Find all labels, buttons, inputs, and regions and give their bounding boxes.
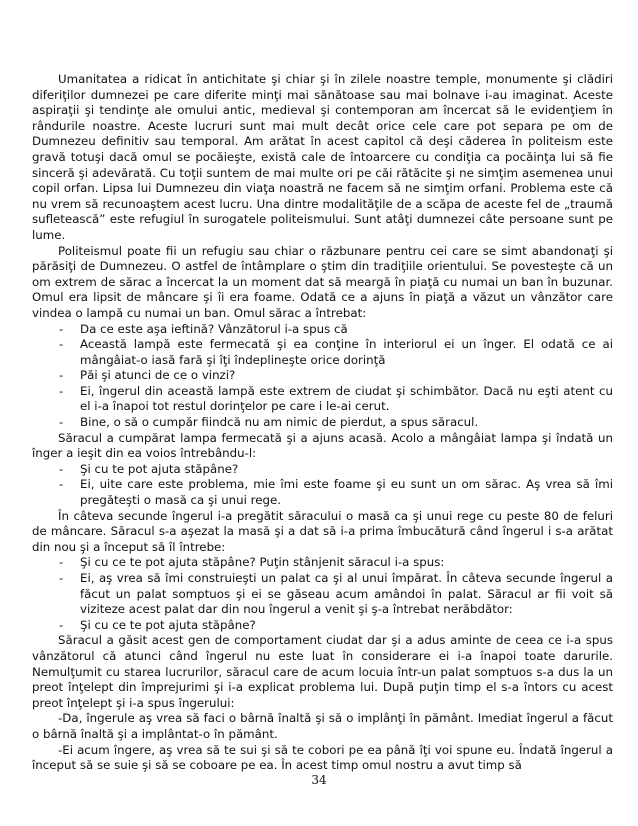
dialogue-line [32, 368, 613, 384]
dash-marker: - [59, 321, 64, 336]
dash-marker: - [59, 415, 64, 430]
paragraph: Politeismul poate fii un refugiu sau chiar o răzbunare pentru cei care se simt abandonaţi şi părăsiţi de Dumnezeu. O astfel de întâmplare o ştim din tradiţiile orientului. Se povesteşte că un om extrem de sărac a încercat la un moment dat să meargă în piaţă cu numai un ban în buzunar. Omul era lipsit de mâncare şi îi era foame. Odată ce a ajuns în piaţă a văzut un vânzător care vindea o lampă cu numai un ban. Omul sărac a întrebat: [32, 243, 613, 320]
dialogue-text: Da ce este aşa ieftină? Vânzătorul i-a spus că [80, 321, 348, 336]
body-text [32, 72, 613, 774]
paragraph: Umanitatea a ridicat în antichitate şi chiar şi în zilele noastre temple, monumente şi clădiri diferiţilor dumnezei pe care diferite minţi mai sănătoase sau mai bolnave i-au imaginat. Aceste aspiraţii şi tendinţe ale omului antic, medieval şi contemporan am încercat să le evidenţiem în rândurile noastre. Aceste lucruri sunt mai mult decât orice cele care pot separa pe om de Dumnezeu definitiv sau temporal. Am arătat în acest capitol că deşi căderea în politeism este gravă totuşi dacă omul se pocăieşte, există cale de întoarcere cu condiţia ca pocăinţa lui să fie sinceră şi adevărată. Cu toţii suntem de mai multe ori pe căi rătăcite şi ne simţim asemenea unui copil orfan. Lipsa lui Dumnezeu din viaţa noastră ne facem să ne simţim orfani. Problema este că nu vrem să recunoaştem acest lucru. Una dintre modalităţile de a scăpa de aceste fel de „traumă sufletească” este refugiul în surogatele politeismului. Sunt atâţi dumnezei câte persoane sunt pe lume. [32, 72, 613, 242]
dash-marker: - [59, 477, 64, 492]
dialogue-text: Şi cu ce te pot ajuta stăpâne? Puţin stânjenit săracul i-a spus: [80, 555, 445, 570]
dialogue-line [32, 384, 613, 415]
dash-marker: - [59, 461, 64, 476]
dialogue-text: Păi şi atunci de ce o vinzi? [80, 368, 236, 383]
page-number: 34 [311, 773, 327, 787]
dialogue-line [32, 555, 613, 571]
paragraph: Săracul a găsit acest gen de comportament ciudat dar şi a adus aminte de ceea ce i-a spus vânzătorul că atunci când îngerul nu este luat în considerare ei i-a înapoi toate darurile. Nemulţumit cu starea lucrurilor, săracul care de acum locuia într-un palat somptuos s-a dus la un preot înţelept din împrejurimi şi i-a explicat problema lui. După puţin timp el s-a întors cu acest preot înţelept şi i-a spus îngerului: [32, 633, 613, 710]
dialogue-text: Această lampă este fermecată şi ea conţine în interiorul ei un înger. El odată ce ai mângâiat-o iasă fară şi îţi îndeplineşte orice dorinţă [80, 337, 613, 367]
dialogue-text: Ei, aş vrea să îmi construieşti un palat ca şi al unui împărat. În câteva secunde îngerul a făcut un palat somptuos şi ei se găseau acum amândoi în palat. Săracul ar fii voit să viziteze acest palat dar din nou îngerul a venit şi ş-a întrebat nerăbdător: [80, 571, 613, 617]
paragraph: În câteva secunde îngerul i-a pregătit săracului o masă ca şi unui rege cu peste 80 de feluri de mâncare. Săracul s-a aşezat la masă şi a dat să i-a prima îmbucătură când îngerul i s-a arătat din nou şi a început să îl întrebe: [32, 508, 613, 554]
dash-marker: - [59, 555, 64, 570]
dialogue-text: Ei, uite care este problema, mie îmi este foame şi eu sunt un om sărac. Aş vrea să îmi pregăteşti o masă ca şi unui rege. [80, 477, 613, 508]
dialogue-line [32, 571, 613, 618]
dash-marker: - [59, 383, 64, 398]
dash-marker: - [59, 571, 64, 585]
dialogue-line [32, 618, 613, 634]
dialogue-line [32, 337, 613, 368]
paragraph: -Da, îngerule aş vrea să faci o bârnă înaltă şi să o implânţi în pământ. Imediat îngerul a făcut o bârnă înaltă şi a implântat-o în pământ. [32, 711, 613, 741]
dialogue-line [32, 477, 613, 508]
dash-marker: - [59, 337, 64, 352]
paragraph: -Ei acum îngere, aş vrea să te sui şi să te cobori pe ea până îţi voi spune eu. Îndată îngerul a început să se suie şi să se coboare pe ea. În acest timp omul nostru a avut timp să [32, 742, 613, 773]
dialogue-text: Bine, o să o cumpăr fiindcă nu am nimic de pierdut, a spus săracul. [80, 415, 479, 430]
dialogue-text: Şi cu te pot ajuta stăpâne? [80, 461, 239, 476]
dialogue-line [32, 415, 613, 431]
dialogue-line [32, 322, 613, 338]
paragraph: Săracul a cumpărat lampa fermecată şi a ajuns acasă. Acolo a mângâiat lampa şi îndată un înger a ieşit din ea voios întrebându-l: [32, 430, 613, 461]
dash-marker: - [59, 368, 64, 383]
dialogue-text: Şi cu ce te pot ajuta stăpâne? [80, 617, 256, 632]
dialogue-text: Ei, îngerul din această lampă este extrem de ciudat şi schimbător. Dacă nu eşti atent cu el i-a înapoi tot restul dorinţelor pe care i le-ai cerut. [80, 383, 613, 414]
dash-marker: - [59, 617, 64, 632]
dialogue-line [32, 462, 613, 478]
